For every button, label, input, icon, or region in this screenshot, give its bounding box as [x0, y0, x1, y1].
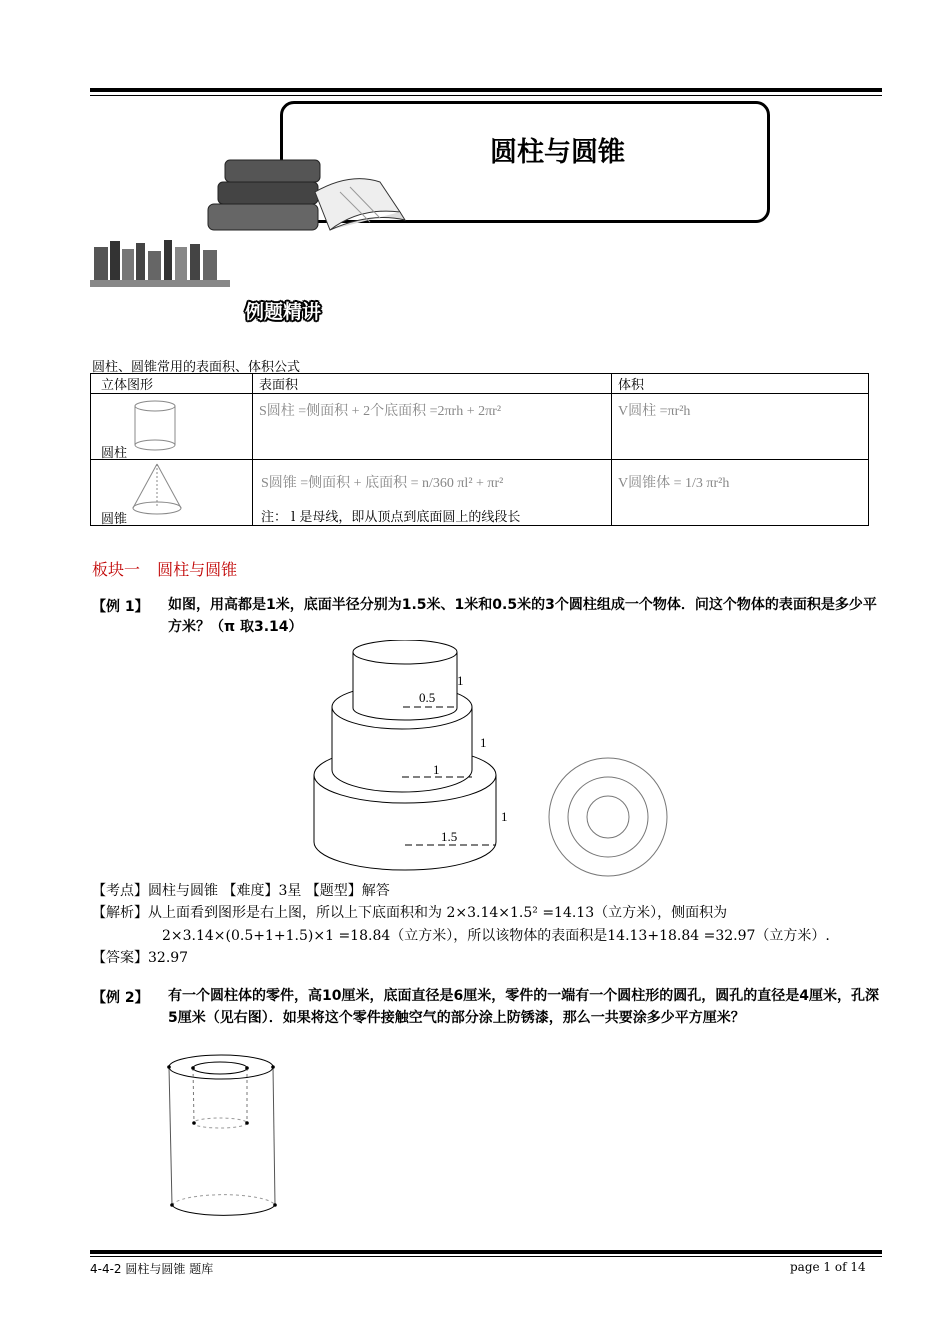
top-rule: [90, 88, 882, 92]
figure-label: 0.5: [419, 690, 436, 705]
area-cell: [253, 460, 612, 526]
example-answer: 【答案】32.97: [92, 950, 189, 966]
table-caption: 圆柱、圆锥常用的表面积、体积公式: [92, 360, 301, 375]
block-title: 圆柱与圆锥: [157, 560, 238, 579]
figure-label: 1: [433, 762, 440, 777]
example-label: 【例 2】: [92, 990, 149, 1006]
shape-name: 圆柱: [101, 446, 128, 461]
formula-table: [90, 373, 869, 526]
area-note: 注： l 是母线，即从顶点到底面圆上的线段长: [261, 510, 521, 525]
books-illustration: [200, 152, 410, 242]
example-label: 【例 1】: [92, 599, 149, 615]
header-cell: 体积: [612, 374, 869, 394]
cylinder-icon: [131, 398, 181, 454]
header-cell: 立体图形: [91, 374, 253, 394]
footer-rule: [90, 1250, 882, 1254]
area-formula: S圆锥 =侧面积 + 底面积 = n/360 πl² + πr²: [261, 476, 504, 491]
figure-label: 1: [457, 673, 464, 688]
example-meta: 【考点】圆柱与圆锥 【难度】3星 【题型】解答: [92, 883, 390, 899]
volume-formula: V圆锥体 = 1/3 πr²h: [612, 460, 869, 526]
bookshelf-illustration: [90, 235, 240, 290]
footer-left: 4-4-2 圆柱与圆锥 题库: [90, 1262, 214, 1276]
table-header-row: [91, 374, 869, 394]
example-analysis: 2×3.14×(0.5+1+1.5)×1 =18.84（立方米），所以该物体的表面积是14.13+18.84 =32.97（立方米）.: [162, 928, 830, 944]
figure-label: 1: [501, 809, 508, 824]
header-cell: 表面积: [253, 374, 612, 394]
page-number: page 1 of 14: [790, 1260, 866, 1274]
example-text: 如图，用高都是1米，底面半径分别为1.5米、1米和0.5米的3个圆柱组成一个物体．问这个物体的表面积是多少平方米？（π 取3.14）: [168, 597, 877, 635]
block-label: 板块一: [92, 560, 141, 579]
table-row: [91, 460, 869, 526]
volume-formula: V圆柱 =πr²h: [612, 394, 869, 460]
stacked-cylinders-figure: [300, 640, 540, 880]
hollow-cylinder-figure: [160, 1050, 290, 1220]
area-formula: S圆柱 =侧面积 + 2个底面积 =2πrh + 2πr²: [253, 394, 612, 460]
footer-rule-thin: [90, 1256, 882, 1257]
figure-label: 1: [480, 735, 487, 750]
page-title: 圆柱与圆锥: [490, 137, 625, 168]
figure-label: 1.5: [441, 829, 458, 844]
shape-cell: [91, 460, 253, 526]
table-row: [91, 394, 869, 460]
example-analysis: 【解析】从上面看到图形是右上图，所以上下底面积和为 2×3.14×1.5² =14.13（立方米），侧面积为: [92, 905, 728, 921]
cone-icon: [129, 462, 185, 518]
shape-name: 圆锥: [101, 512, 128, 527]
top-view-figure: [545, 755, 675, 885]
top-rule-thin: [90, 95, 882, 96]
section-badge: 例题精讲: [245, 301, 322, 323]
block-heading: [92, 557, 237, 580]
shape-cell: [91, 394, 253, 460]
example-text: 有一个圆柱体的零件，高10厘米，底面直径是6厘米，零件的一端有一个圆柱形的圆孔，圆孔的直径是4厘米，孔深5厘米（见右图）．如果将这个零件接触空气的部分涂上防锈漆，那么一共要涂多少平方厘米？: [168, 988, 879, 1026]
